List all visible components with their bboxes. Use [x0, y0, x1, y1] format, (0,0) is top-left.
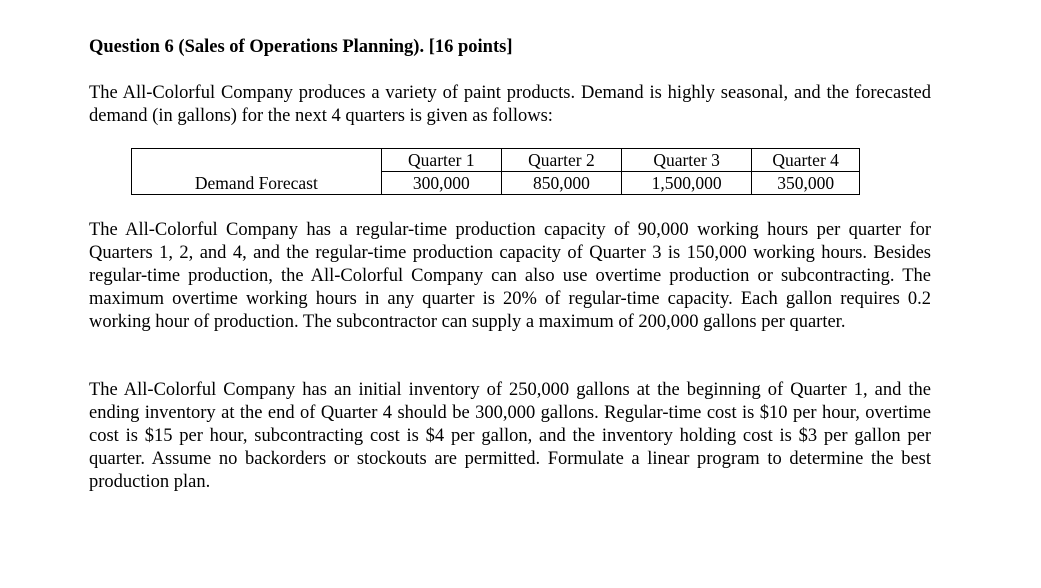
header-corner-cell	[132, 149, 382, 172]
table-row	[132, 172, 860, 195]
inventory-paragraph: The All-Colorful Company has an initial inventory of 250,000 gallons at the beginning of Quarter 1, and the ending inventory at the end of Quarter 4 should be 300,000 gallons. Regular-time cost is $10 per hour, overtime cost is $15 per hour, subcontracting cost is $4 per gallon, and the inventory holding cost is $3 per gallon per quarter. Assume no backorders or stockouts are permitted. Formulate a linear program to determine the best production plan.	[89, 380, 931, 492]
intro-paragraph: The All-Colorful Company produces a variety of paint products. Demand is highly seasonal, and the forecasted demand (in gallons) for the next 4 quarters is given as follows:	[89, 83, 931, 126]
demand-value-q4: 350,000	[752, 172, 860, 195]
demand-value-q3: 1,500,000	[622, 172, 752, 195]
capacity-paragraph: The All-Colorful Company has a regular-time production capacity of 90,000 working hours per quarter for Quarters 1, 2, and 4, and the regular-time production capacity of Quarter 3 is 150,000 working hours. Besides regular-time production, the All-Colorful Company can also use overtime production or subcontracting. The maximum overtime working hours in any quarter is 20% of regular-time capacity. Each gallon requires 0.2 working hour of production. The subcontractor can supply a maximum of 200,000 gallons per quarter.	[89, 220, 931, 332]
header-quarter-4: Quarter 4	[752, 149, 860, 172]
demand-forecast-table	[131, 148, 860, 195]
table-header-row	[132, 149, 860, 172]
header-quarter-2: Quarter 2	[501, 149, 621, 172]
header-quarter-1: Quarter 1	[381, 149, 501, 172]
row-label-demand-forecast: Demand Forecast	[132, 172, 382, 195]
header-quarter-3: Quarter 3	[622, 149, 752, 172]
question-title: Question 6 (Sales of Operations Planning). [16 points]	[89, 37, 513, 57]
demand-value-q1: 300,000	[381, 172, 501, 195]
demand-value-q2: 850,000	[501, 172, 621, 195]
